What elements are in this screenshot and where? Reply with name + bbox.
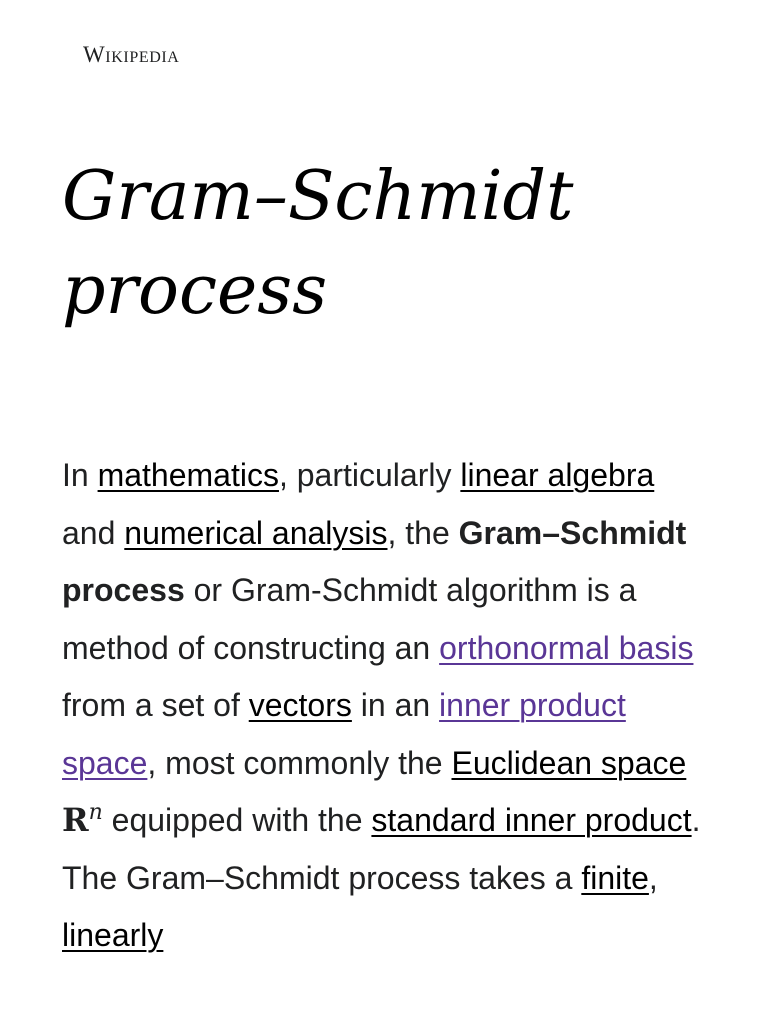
link-finite[interactable]: finite <box>581 859 649 896</box>
lead-text: , the <box>387 514 459 551</box>
lead-text: from a set of <box>62 687 249 723</box>
link-euclidean-space[interactable]: Euclidean space <box>451 744 687 781</box>
link-orthonormal-basis[interactable]: orthonormal basis <box>439 629 694 666</box>
link-linearly[interactable]: linearly <box>62 917 164 953</box>
lead-text: equipped with the <box>102 802 372 838</box>
math-base-symbol: R <box>62 801 89 839</box>
page-title <box>62 150 722 338</box>
lead-paragraph <box>62 447 702 965</box>
wikipedia-wordmark[interactable] <box>83 40 179 70</box>
link-vectors[interactable]: vectors <box>248 687 352 723</box>
lead-text: in an <box>351 687 440 723</box>
link-numerical-analysis[interactable]: numerical analysis <box>124 514 388 551</box>
page-title-line-1: Gram–Schmidt <box>62 157 574 236</box>
lead-text: In <box>62 457 98 493</box>
link-mathematics[interactable]: mathematics <box>97 457 279 493</box>
lead-text: , most commonly the <box>147 744 452 781</box>
lead-text: or Gram-Schmidt algorithm is a method of constructing an <box>62 572 637 666</box>
bold-article-term: Gram–Schmidt process <box>62 514 687 608</box>
lead-text: , particularly <box>278 457 461 493</box>
math-formula-rn <box>62 801 103 839</box>
math-superscript: n <box>88 800 103 825</box>
wikipedia-home-link[interactable]: Wikipedia <box>83 42 180 67</box>
link-linear-algebra[interactable]: linear algebra <box>460 457 655 493</box>
lead-text: and <box>62 514 125 551</box>
link-inner-product-space[interactable]: inner product space <box>62 687 626 781</box>
lead-text: . The Gram–Schmidt process takes a <box>62 802 701 896</box>
page-title-line-2: process <box>62 251 328 330</box>
lead-text: , <box>648 859 658 896</box>
link-standard-inner-product[interactable]: standard inner product <box>371 802 692 838</box>
